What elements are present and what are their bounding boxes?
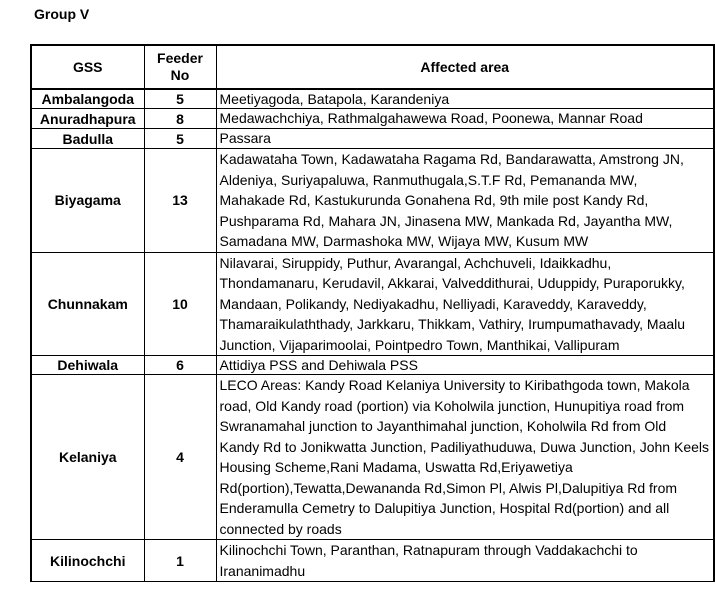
group-title: Group V <box>34 6 90 22</box>
table-row <box>31 129 714 149</box>
table-header-row <box>31 45 714 89</box>
area-line: Irananimadhu <box>219 562 306 579</box>
area-line: Samadana MW, Darmashoka MW, Wijaya MW, Kusum MW <box>219 233 589 249</box>
area-line: Thondamanaru, Kerudavil, Akkarai, Valveddithurai, Uduppidy, Puraporukky, <box>219 275 685 291</box>
area-line: road, Old Kandy road (portion) via Koholwila junction, Hunupitiya road from <box>219 397 685 414</box>
table-row <box>31 540 714 582</box>
area-line: Mandaan, Polikandy, Nediyakadhu, Nelliyadi, Karaveddy, Karaveddy, <box>219 295 647 312</box>
table-row <box>31 109 714 129</box>
area-line: Medawachchiya, Rathmalgahawewa Road, Poonewa, Mannar Road <box>219 110 643 126</box>
cell-feeder-no: 10 <box>144 252 216 356</box>
area-line: Nilavarai, Siruppidy, Puthur, Avarangal, Achchuveli, Idaikkadhu, <box>219 254 612 271</box>
cell-feeder-no: 4 <box>144 375 216 540</box>
area-line: connected by roads <box>219 520 342 537</box>
area-line: Rd(portion),Tewatta,Dewananda Rd,Simon Pl, Alwis Pl,Dalupitiya Rd from <box>219 479 678 496</box>
area-line: Attidiya PSS and Dehiwala PSS <box>219 357 418 373</box>
header-feeder-no <box>144 45 216 89</box>
cell-gss: Anuradhapura <box>31 109 144 129</box>
area-line: Pushparama Rd, Mahara JN, Jinasena MW, Mankada Rd, Jayantha MW, <box>219 212 673 229</box>
area-line: Passara <box>219 130 271 146</box>
header-feeder-line1: Feeder <box>157 50 203 66</box>
area-line: Kilinochchi Town, Paranthan, Ratnapuram through Vaddakachchi to <box>219 542 638 558</box>
area-line: Thamaraikulaththady, Jarkkaru, Thikkam, Vathiry, Irumpumathavady, Maalu <box>219 316 686 332</box>
cell-feeder-no: 5 <box>144 129 216 149</box>
area-line: Mahakade Rd, Kastukurunda Gonahena Rd, 9th mile post Kandy Rd, <box>219 192 649 208</box>
table-row <box>31 149 714 253</box>
area-line: Enderamulla Cemetry to Dalupitiya Junction, Hospital Rd(portion) and all <box>219 500 670 516</box>
table-row <box>31 356 714 375</box>
area-line: Housing Scheme,Rani Madama, Uswatta Rd,Eriyawetiya <box>219 459 573 475</box>
area-line: LECO Areas: Kandy Road Kelaniya University to Kiribathgoda town, Makola <box>219 377 690 393</box>
cell-affected-area <box>216 375 714 540</box>
cell-affected-area <box>216 129 714 149</box>
area-line: Aldeniya, Suriyapaluwa, Ranmuthugala,S.T.F Rd, Pemananda MW, <box>219 171 638 188</box>
area-line: Kadawataha Town, Kadawataha Ragama Rd, Bandarawatta, Amstrong JN, <box>219 151 684 167</box>
cell-gss: Kilinochchi <box>31 540 144 582</box>
table-row <box>31 375 714 540</box>
cell-affected-area <box>216 252 714 356</box>
cell-affected-area <box>216 89 714 109</box>
header-feeder-line2: No <box>170 67 190 83</box>
affected-areas-table <box>30 44 715 582</box>
area-line: Junction, Vijaparimoolai, Pointpedro Town, Manthikai, Vallipuram <box>219 336 620 353</box>
table-body <box>31 89 714 582</box>
table-row <box>31 252 714 356</box>
header-affected-area: Affected area <box>216 45 714 89</box>
cell-gss: Badulla <box>31 129 144 149</box>
area-line: Meetiyagoda, Batapola, Karandeniya <box>219 91 450 107</box>
cell-gss: Ambalangoda <box>31 89 144 109</box>
cell-feeder-no: 5 <box>144 89 216 109</box>
header-gss: GSS <box>31 45 144 89</box>
cell-gss: Dehiwala <box>31 356 144 375</box>
cell-gss: Kelaniya <box>31 375 144 540</box>
cell-affected-area <box>216 540 714 582</box>
cell-feeder-no: 13 <box>144 149 216 253</box>
cell-feeder-no: 8 <box>144 109 216 129</box>
cell-affected-area <box>216 149 714 253</box>
table-row <box>31 89 714 109</box>
cell-gss: Chunnakam <box>31 252 144 356</box>
area-line: Kandy Rd to Jonikwatta Junction, Padiliyathuduwa, Duwa Junction, John Keels <box>219 438 710 455</box>
cell-gss: Biyagama <box>31 149 144 253</box>
cell-feeder-no: 1 <box>144 540 216 582</box>
area-line: Swranamahal junction to Jayanthimahal junction, Koholwila Rd from Old <box>219 418 667 434</box>
cell-affected-area <box>216 109 714 129</box>
cell-affected-area <box>216 356 714 375</box>
cell-feeder-no: 6 <box>144 356 216 375</box>
